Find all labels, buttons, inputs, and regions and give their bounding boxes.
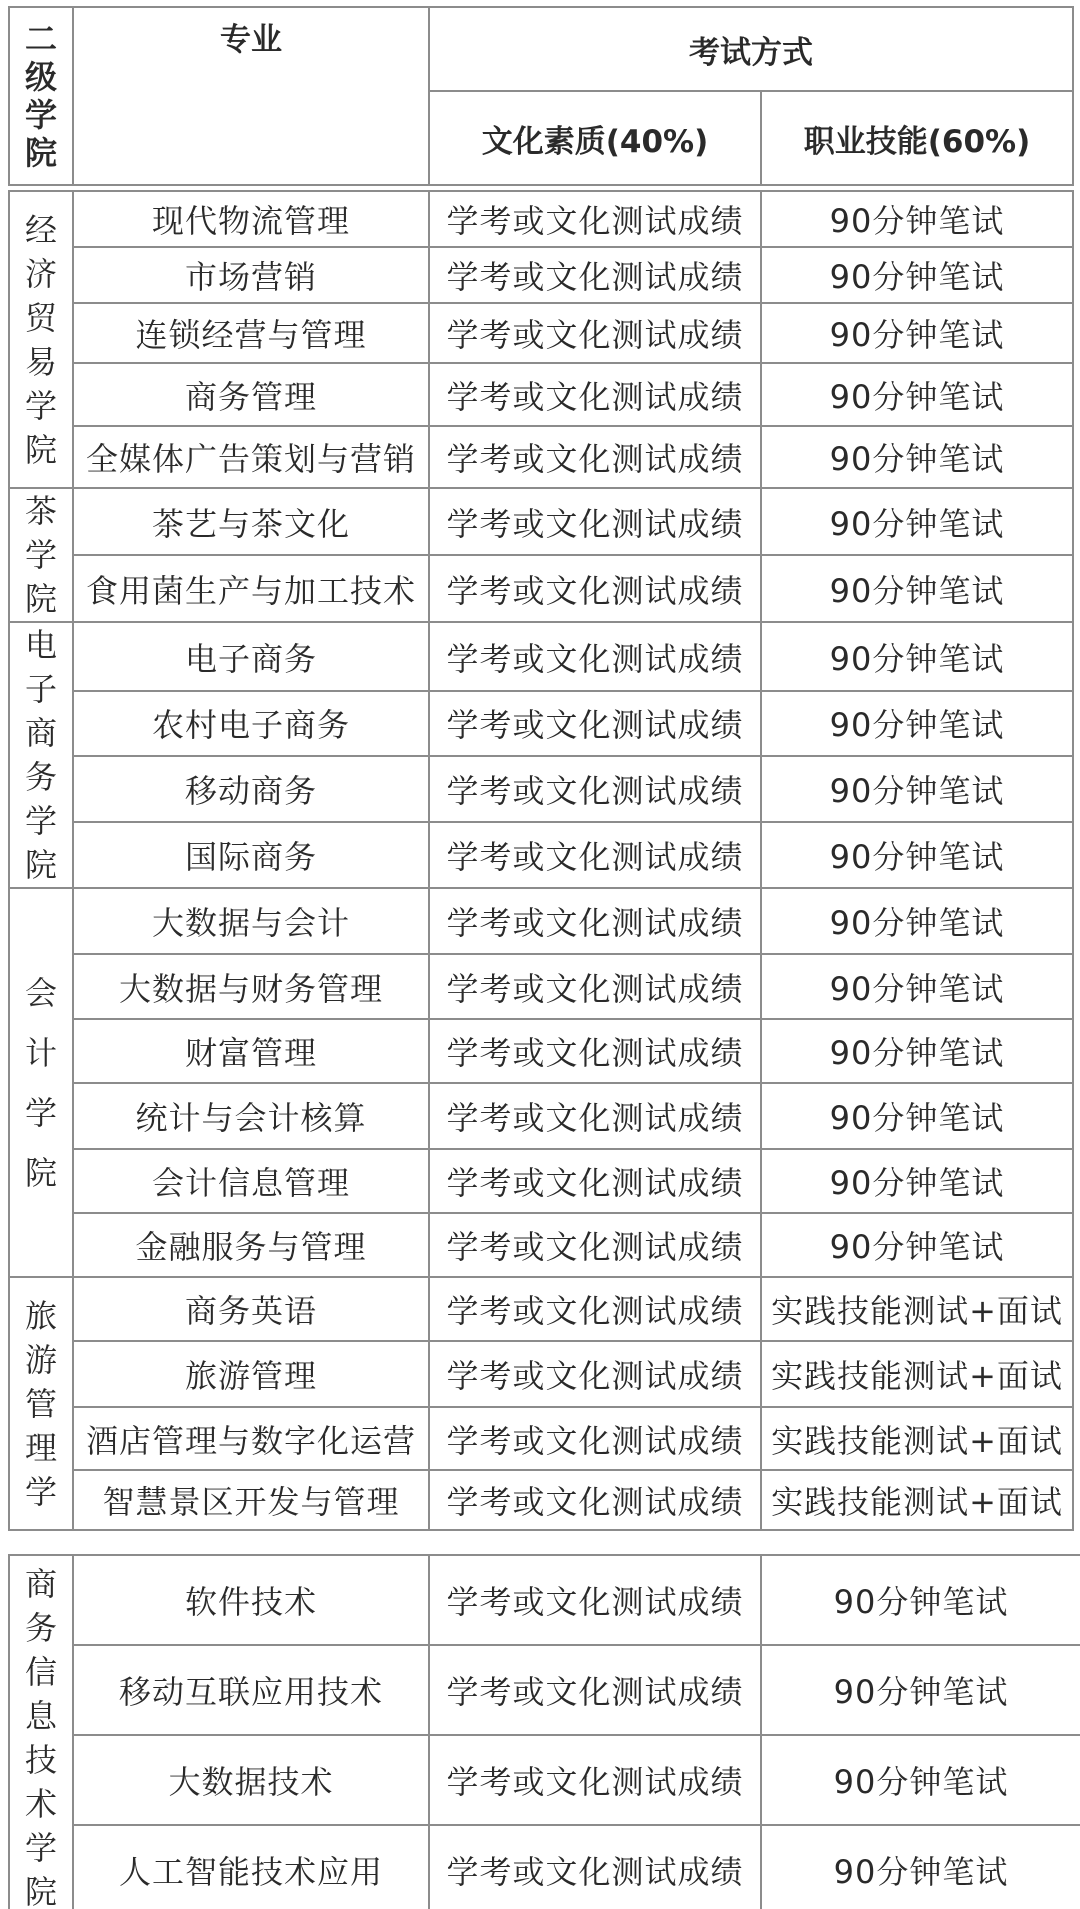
skill-cell-text: 90分钟笔试 — [829, 639, 1005, 678]
culture-cell-text: 学考或文化测试成绩 — [446, 837, 744, 876]
college-cell — [9, 191, 73, 488]
culture-cell-text: 学考或文化测试成绩 — [446, 1421, 744, 1460]
major-cell-text: 全媒体广告策划与营销 — [85, 440, 416, 478]
skill-cell — [761, 247, 1073, 303]
major-cell — [73, 888, 429, 954]
skill-cell — [761, 822, 1073, 888]
culture-cell — [429, 1149, 761, 1213]
skill-cell — [761, 622, 1073, 691]
major-cell-text: 商务英语 — [184, 1292, 317, 1330]
college-cell — [9, 488, 73, 622]
culture-cell-text: 学考或文化测试成绩 — [446, 504, 744, 543]
major-cell — [73, 191, 429, 247]
culture-cell-text: 学考或文化测试成绩 — [446, 440, 744, 478]
culture-cell — [429, 1277, 761, 1341]
table-row — [9, 191, 1073, 247]
skill-cell — [761, 1019, 1073, 1083]
culture-cell — [429, 191, 761, 247]
skill-cell — [761, 1213, 1073, 1277]
college-name: 茶学院 — [24, 492, 57, 618]
skill-cell — [761, 1407, 1073, 1470]
culture-cell-text: 学考或文化测试成绩 — [446, 1228, 744, 1266]
culture-cell — [429, 247, 761, 303]
culture-cell — [429, 1470, 761, 1530]
skill-cell-text: 90分钟笔试 — [829, 837, 1005, 876]
major-cell — [73, 1407, 429, 1470]
major-cell — [73, 1735, 429, 1825]
skill-cell-text: 90分钟笔试 — [829, 1099, 1005, 1137]
skill-cell — [761, 1470, 1073, 1530]
skill-cell-text: 实践技能测试+面试 — [771, 1421, 1063, 1460]
major-cell-text: 移动商务 — [184, 771, 317, 810]
culture-cell — [429, 555, 761, 622]
culture-cell — [429, 756, 761, 822]
skill-cell-text: 90分钟笔试 — [829, 504, 1005, 543]
major-cell — [73, 1149, 429, 1213]
culture-cell — [429, 691, 761, 755]
major-cell — [73, 1213, 429, 1277]
skill-cell — [761, 363, 1073, 426]
college-name: 商务信息技术学院 — [24, 1565, 57, 1909]
skill-cell-text: 90分钟笔试 — [829, 440, 1005, 478]
skill-cell — [761, 1735, 1080, 1825]
major-cell-text: 软件技术 — [184, 1583, 317, 1621]
skill-cell — [761, 1277, 1073, 1341]
table-row — [9, 1019, 1073, 1083]
table-row — [9, 691, 1073, 755]
table-row — [9, 488, 1073, 555]
skill-cell — [761, 426, 1073, 488]
table-row — [9, 756, 1073, 822]
major-cell-text: 移动互联应用技术 — [118, 1673, 383, 1711]
major-cell-text: 食用菌生产与加工技术 — [85, 571, 416, 610]
college-name: 经济贸易学院 — [24, 210, 57, 469]
major-cell — [73, 1645, 429, 1735]
culture-cell-text: 学考或文化测试成绩 — [446, 1164, 744, 1202]
table-row — [9, 1149, 1073, 1213]
skill-cell-text: 实践技能测试+面试 — [771, 1483, 1063, 1521]
culture-cell — [429, 1555, 761, 1645]
header-exam-method-label: 考试方式 — [689, 34, 813, 71]
major-cell-text: 大数据技术 — [168, 1763, 334, 1801]
culture-cell-text: 学考或文化测试成绩 — [446, 1673, 744, 1711]
skill-cell — [761, 1645, 1080, 1735]
skill-cell — [761, 303, 1073, 363]
table-row — [9, 1825, 1080, 1909]
major-cell-text: 大数据与会计 — [151, 904, 350, 942]
skill-cell — [761, 1825, 1080, 1909]
culture-cell-text: 学考或文化测试成绩 — [446, 202, 744, 240]
culture-cell — [429, 954, 761, 1019]
header-skill-label: 职业技能(60%) — [803, 123, 1031, 160]
culture-cell — [429, 363, 761, 426]
skill-cell — [761, 954, 1073, 1019]
skill-cell-text: 90分钟笔试 — [829, 706, 1005, 745]
major-cell-text: 大数据与财务管理 — [118, 969, 383, 1008]
major-cell — [73, 822, 429, 888]
major-cell — [73, 622, 429, 691]
skill-cell — [761, 888, 1073, 954]
college-cell — [9, 1277, 73, 1530]
skill-cell — [761, 756, 1073, 822]
major-cell-text: 连锁经营与管理 — [135, 316, 367, 354]
culture-cell — [429, 1019, 761, 1083]
skill-cell-text: 90分钟笔试 — [833, 1673, 1009, 1711]
table-row — [9, 426, 1073, 488]
major-cell — [73, 1555, 429, 1645]
skill-cell-text: 90分钟笔试 — [829, 377, 1005, 416]
major-cell — [73, 247, 429, 303]
culture-cell — [429, 888, 761, 954]
major-cell — [73, 954, 429, 1019]
skill-cell — [761, 1341, 1073, 1407]
major-cell-text: 金融服务与管理 — [135, 1228, 367, 1266]
header-college-label: 二级学院 — [24, 20, 57, 172]
table-row — [9, 303, 1073, 363]
skill-cell — [761, 1555, 1080, 1645]
body-table-1 — [8, 190, 1074, 1531]
major-cell — [73, 426, 429, 488]
major-cell — [73, 1277, 429, 1341]
skill-cell-text: 90分钟笔试 — [829, 316, 1005, 354]
culture-cell-text: 学考或文化测试成绩 — [446, 771, 744, 810]
culture-cell-text: 学考或文化测试成绩 — [446, 258, 744, 296]
culture-cell-text: 学考或文化测试成绩 — [446, 1583, 744, 1621]
skill-cell — [761, 691, 1073, 755]
skill-cell-text: 90分钟笔试 — [829, 571, 1005, 610]
major-cell-text: 茶艺与茶文化 — [151, 504, 350, 543]
culture-cell-text: 学考或文化测试成绩 — [446, 904, 744, 942]
skill-cell-text: 90分钟笔试 — [829, 771, 1005, 810]
table-row — [9, 1645, 1080, 1735]
table-row — [9, 1407, 1073, 1470]
table-row — [9, 1735, 1080, 1825]
major-cell-text: 农村电子商务 — [151, 706, 350, 745]
culture-cell-text: 学考或文化测试成绩 — [446, 1763, 744, 1801]
table-row — [9, 822, 1073, 888]
major-cell-text: 财富管理 — [184, 1034, 317, 1072]
college-name: 会计学院 — [24, 973, 57, 1192]
table-row — [9, 1277, 1073, 1341]
major-cell-text: 电子商务 — [184, 639, 317, 678]
culture-cell-text: 学考或文化测试成绩 — [446, 639, 744, 678]
table-row — [9, 1555, 1080, 1645]
table-row — [9, 1341, 1073, 1407]
major-cell-text: 会计信息管理 — [151, 1164, 350, 1202]
major-cell — [73, 1019, 429, 1083]
skill-cell-text: 90分钟笔试 — [833, 1583, 1009, 1621]
college-cell — [9, 888, 73, 1277]
major-cell-text: 旅游管理 — [184, 1357, 317, 1395]
table-row — [9, 888, 1073, 954]
major-cell-text: 商务管理 — [184, 377, 317, 416]
major-cell — [73, 691, 429, 755]
major-cell — [73, 1825, 429, 1909]
major-cell — [73, 363, 429, 426]
major-cell — [73, 1083, 429, 1149]
major-cell-text: 市场营销 — [184, 258, 317, 296]
culture-cell-text: 学考或文化测试成绩 — [446, 1034, 744, 1072]
skill-cell-text: 实践技能测试+面试 — [771, 1357, 1063, 1395]
skill-cell-text: 90分钟笔试 — [833, 1853, 1009, 1891]
skill-cell — [761, 555, 1073, 622]
skill-cell-text: 90分钟笔试 — [829, 1034, 1005, 1072]
culture-cell — [429, 622, 761, 691]
culture-cell — [429, 1645, 761, 1735]
body-clip-2 — [0, 1550, 1080, 1909]
skill-cell-text: 90分钟笔试 — [829, 969, 1005, 1008]
major-cell — [73, 756, 429, 822]
major-cell-text: 国际商务 — [184, 837, 317, 876]
skill-cell — [761, 1149, 1073, 1213]
skill-cell-text: 90分钟笔试 — [829, 258, 1005, 296]
table-row — [9, 1470, 1073, 1530]
skill-cell — [761, 1083, 1073, 1149]
major-cell-text: 统计与会计核算 — [135, 1099, 367, 1137]
culture-cell — [429, 303, 761, 363]
table-row — [9, 1083, 1073, 1149]
culture-cell — [429, 488, 761, 555]
skill-cell-text: 90分钟笔试 — [829, 1164, 1005, 1202]
major-cell-text: 现代物流管理 — [151, 202, 350, 240]
culture-cell-text: 学考或文化测试成绩 — [446, 1099, 744, 1137]
culture-cell-text: 学考或文化测试成绩 — [446, 316, 744, 354]
major-cell — [73, 488, 429, 555]
header-culture-label: 文化素质(40%) — [481, 123, 709, 160]
culture-cell — [429, 822, 761, 888]
skill-cell-text: 90分钟笔试 — [829, 1228, 1005, 1266]
culture-cell — [429, 1825, 761, 1909]
culture-cell-text: 学考或文化测试成绩 — [446, 1357, 744, 1395]
college-name: 旅游管理学 — [24, 1296, 57, 1511]
table-row — [9, 1213, 1073, 1277]
culture-cell-text: 学考或文化测试成绩 — [446, 706, 744, 745]
skill-cell-text: 90分钟笔试 — [829, 202, 1005, 240]
skill-cell-text: 90分钟笔试 — [833, 1763, 1009, 1801]
major-cell — [73, 555, 429, 622]
culture-cell — [429, 426, 761, 488]
college-name: 电子商务学院 — [24, 626, 57, 884]
major-cell — [73, 1341, 429, 1407]
major-cell-text: 人工智能技术应用 — [118, 1853, 383, 1891]
body-table-2 — [8, 1554, 1080, 1909]
skill-cell-text: 90分钟笔试 — [829, 904, 1005, 942]
culture-cell-text: 学考或文化测试成绩 — [446, 377, 744, 416]
college-cell — [9, 622, 73, 888]
major-cell — [73, 303, 429, 363]
table-row — [9, 363, 1073, 426]
culture-cell-text: 学考或文化测试成绩 — [446, 1853, 744, 1891]
culture-cell-text: 学考或文化测试成绩 — [446, 1483, 744, 1521]
table-row — [9, 954, 1073, 1019]
culture-cell-text: 学考或文化测试成绩 — [446, 1292, 744, 1330]
skill-cell — [761, 488, 1073, 555]
major-cell — [73, 1470, 429, 1530]
major-cell-text: 智慧景区开发与管理 — [102, 1483, 400, 1521]
culture-cell — [429, 1213, 761, 1277]
table-row — [9, 247, 1073, 303]
table-row — [9, 555, 1073, 622]
culture-cell-text: 学考或文化测试成绩 — [446, 969, 744, 1008]
culture-cell — [429, 1407, 761, 1470]
culture-cell — [429, 1083, 761, 1149]
culture-cell — [429, 1735, 761, 1825]
college-cell — [9, 1555, 73, 1909]
major-cell-text: 酒店管理与数字化运营 — [85, 1421, 416, 1460]
table-row — [9, 622, 1073, 691]
culture-cell-text: 学考或文化测试成绩 — [446, 571, 744, 610]
header-major-label: 专业 — [220, 22, 282, 58]
skill-cell-text: 实践技能测试+面试 — [771, 1292, 1063, 1330]
skill-cell — [761, 191, 1073, 247]
culture-cell — [429, 1341, 761, 1407]
